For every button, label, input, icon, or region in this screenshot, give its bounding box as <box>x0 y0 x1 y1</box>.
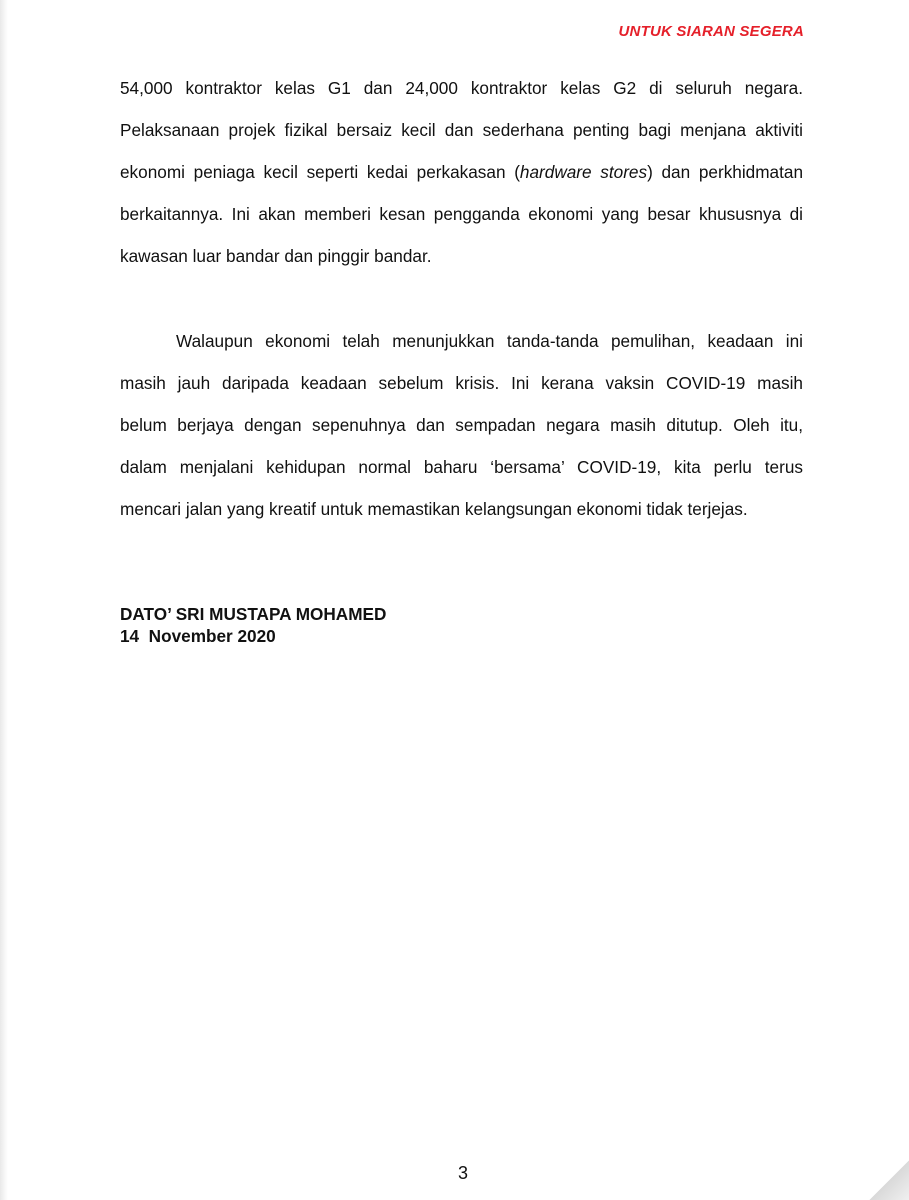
signature-block <box>120 603 386 647</box>
italic-term: hardware stores <box>519 162 648 182</box>
page-edge-shadow <box>0 0 8 1200</box>
page-number: 3 <box>457 1163 468 1183</box>
paragraph-line <box>120 151 803 193</box>
release-tag: UNTUK SIARAN SEGERA <box>618 23 804 40</box>
signatory-name: DATO’ SRI MUSTAPA MOHAMED <box>120 604 387 624</box>
signature-date: 14 November 2020 <box>120 626 276 646</box>
paragraph-line: berkaitannya. Ini akan memberi kesan pengganda ekonomi yang besar khususnya di <box>120 204 803 224</box>
paragraph-line: masih jauh daripada keadaan sebelum krisis. Ini kerana vaksin COVID-19 masih <box>120 373 803 393</box>
paragraph-line: belum berjaya dengan sepenuhnya dan sempadan negara masih ditutup. Oleh itu, <box>120 415 803 435</box>
paragraph-line: dalam menjalani kehidupan normal baharu ‘bersama’ COVID-19, kita perlu terus <box>120 457 803 477</box>
paragraph-line: mencari jalan yang kreatif untuk memastikan kelangsungan ekonomi tidak terjejas. <box>120 499 748 519</box>
paragraph-text: ) dan perkhidmatan <box>647 162 803 182</box>
paragraph-line: Pelaksanaan projek fizikal bersaiz kecil dan sederhana penting bagi menjana aktiviti <box>120 120 803 140</box>
body-paragraph-2 <box>120 320 803 530</box>
paragraph-line: 54,000 kontraktor kelas G1 dan 24,000 kontraktor kelas G2 di seluruh negara. <box>120 78 803 98</box>
paragraph-line: kawasan luar bandar dan pinggir bandar. <box>120 246 432 266</box>
paragraph-line: Walaupun ekonomi telah menunjukkan tanda-tanda pemulihan, keadaan ini <box>176 331 803 351</box>
body-paragraph-1 <box>120 67 803 277</box>
paragraph-text: ekonomi peniaga kecil seperti kedai perkakasan ( <box>120 162 520 182</box>
